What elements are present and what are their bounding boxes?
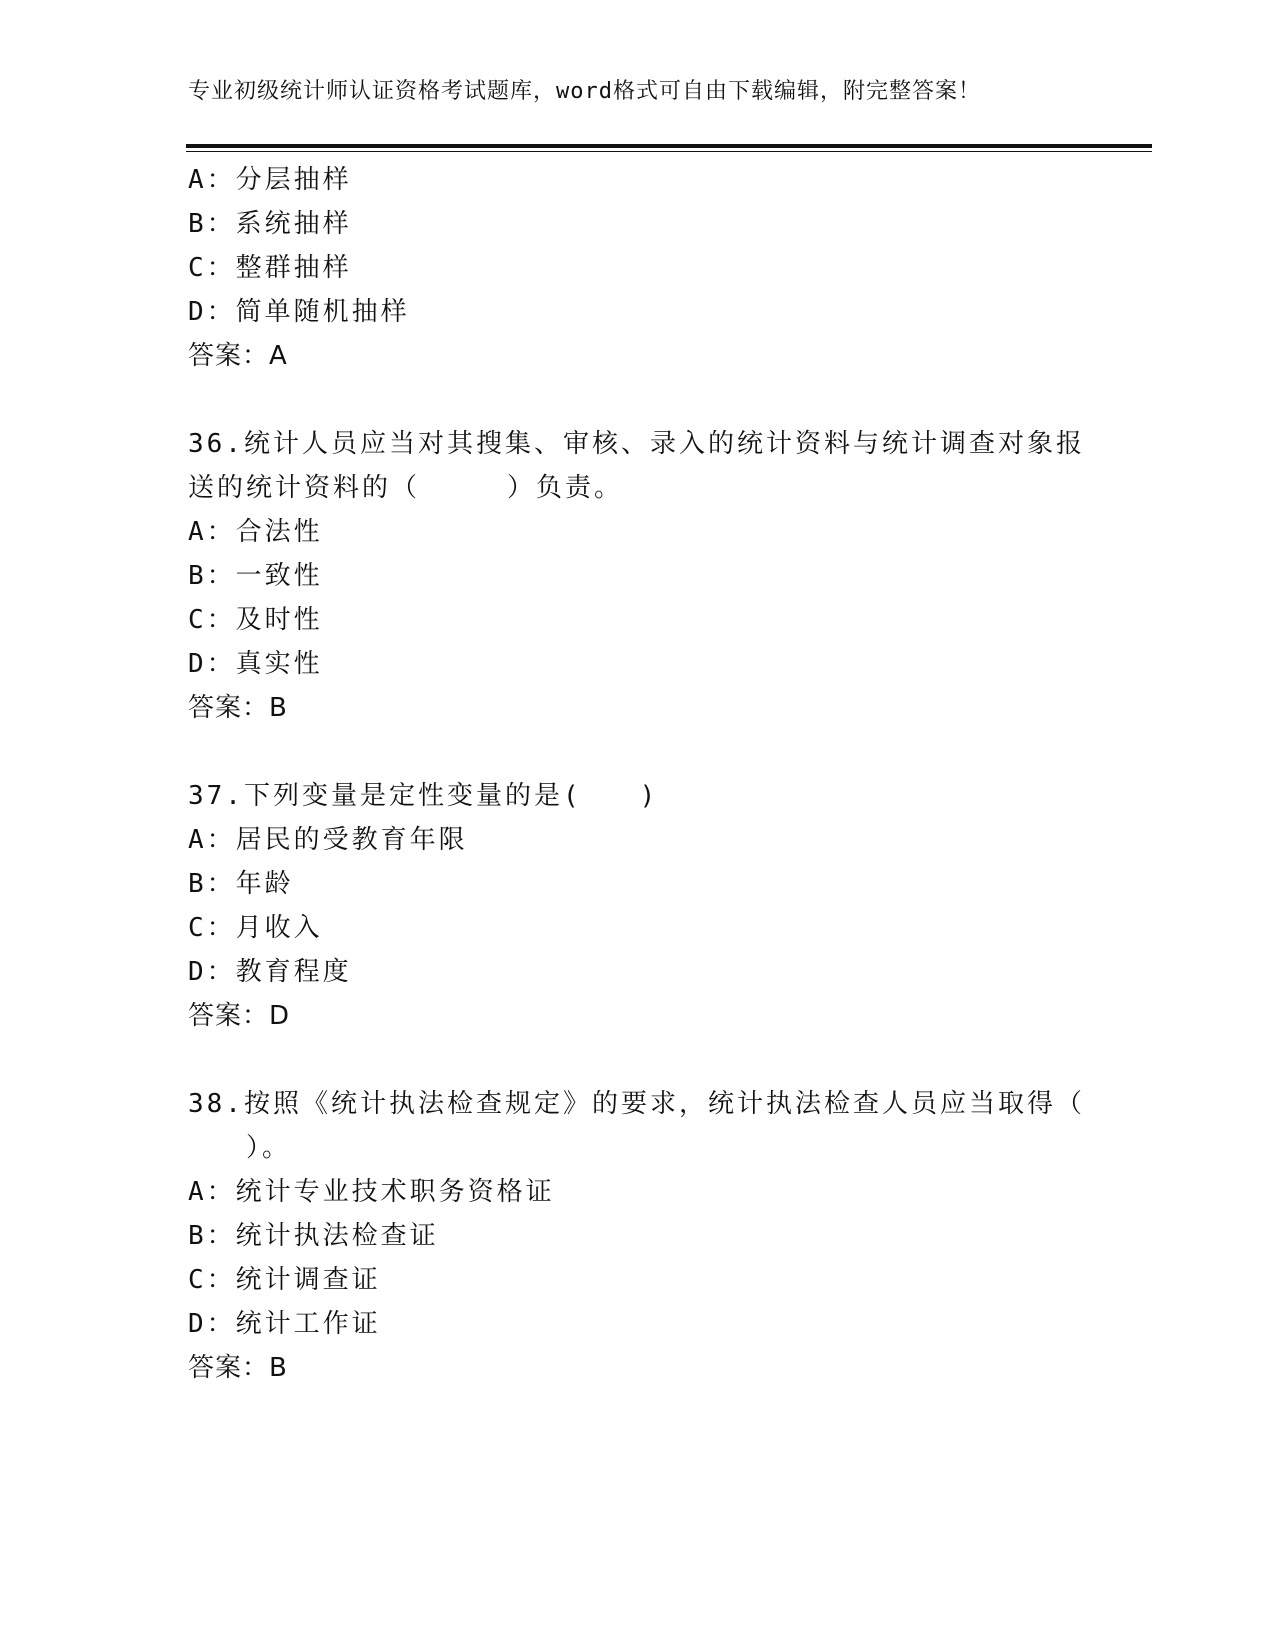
q37-stem-line1: 37.下列变量是定性变量的是( )	[188, 781, 659, 811]
q35-option-c: C：整群抽样	[188, 253, 352, 283]
q38-option-a: A：统计专业技术职务资格证	[188, 1177, 555, 1207]
header-divider-thick	[186, 144, 1152, 148]
q35-answer: 答案：A	[188, 341, 288, 371]
q35-option-a: A：分层抽样	[188, 165, 352, 195]
q36-option-d: D：真实性	[188, 649, 323, 679]
q38-option-c: C：统计调查证	[188, 1265, 381, 1295]
q37-option-c: C：月收入	[188, 913, 323, 943]
q37-option-d: D：教育程度	[188, 957, 352, 987]
q37-option-b: B：年龄	[188, 869, 294, 899]
page-header: 专业初级统计师认证资格考试题库，word格式可自由下载编辑，附完整答案！	[188, 79, 981, 104]
q37-option-a: A：居民的受教育年限	[188, 825, 468, 855]
q36-stem-line2: 送的统计资料的（ ）负责。	[188, 473, 624, 503]
q38-stem-line1: 38.按照《统计执法检查规定》的要求，统计执法检查人员应当取得（	[188, 1089, 1085, 1119]
q38-option-b: B：统计执法检查证	[188, 1221, 439, 1251]
q36-option-b: B：一致性	[188, 561, 323, 591]
q37-answer: 答案：D	[188, 1001, 291, 1031]
q36-stem-line1: 36.统计人员应当对其搜集、审核、录入的统计资料与统计调查对象报	[188, 429, 1085, 459]
q36-option-a: A：合法性	[188, 517, 323, 547]
q36-option-c: C：及时性	[188, 605, 323, 635]
q38-option-d: D：统计工作证	[188, 1309, 381, 1339]
q38-answer: 答案：B	[188, 1353, 288, 1383]
q35-option-d: D：简单随机抽样	[188, 297, 410, 327]
q35-option-b: B：系统抽样	[188, 209, 352, 239]
header-divider-thin	[186, 151, 1152, 152]
q36-answer: 答案：B	[188, 693, 288, 723]
q38-stem-line2: ）。	[188, 1133, 292, 1163]
